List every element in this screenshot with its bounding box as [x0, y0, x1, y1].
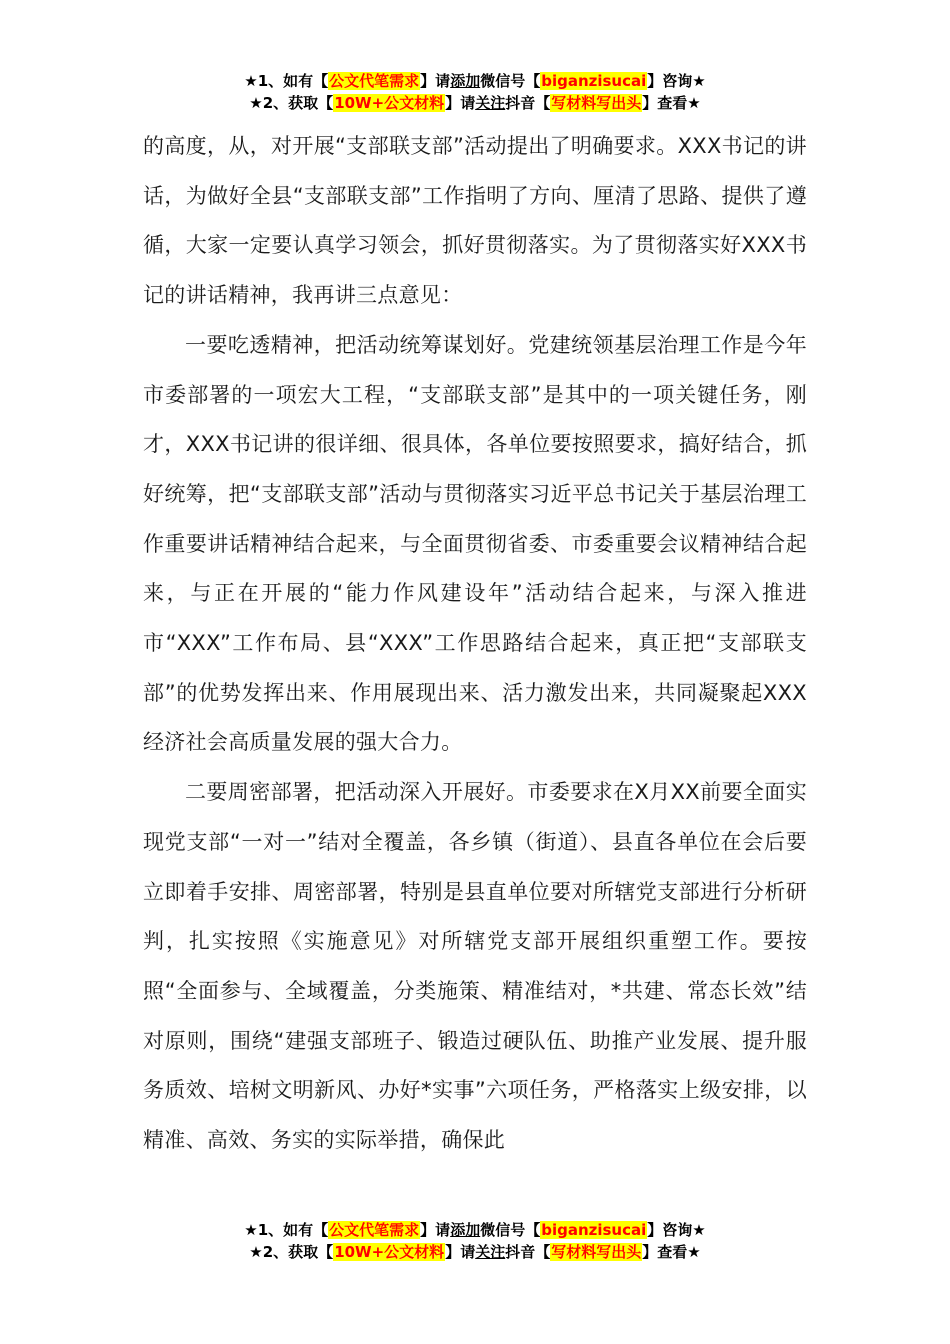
- star-icon: ★: [244, 72, 258, 90]
- star-icon: ★: [249, 94, 263, 112]
- highlight-wechat-id: biganzisucai: [541, 72, 647, 90]
- header-banner: [0, 70, 950, 114]
- banner-text: 抖音【: [505, 94, 551, 112]
- banner-text: 】咨询★: [647, 72, 706, 90]
- banner-underlined: 关注: [475, 1243, 506, 1261]
- banner-underlined: 添加: [450, 72, 481, 90]
- star-icon: ★: [249, 1243, 263, 1261]
- banner-text: 】查看★: [642, 1243, 701, 1261]
- banner-line-2: [0, 1241, 950, 1263]
- banner-text: 微信号【: [480, 72, 541, 90]
- banner-underlined: 关注: [475, 94, 506, 112]
- highlight-douyin-name: 写材料写出头: [551, 94, 642, 112]
- footer-banner: [0, 1219, 950, 1263]
- banner-text: 1、如有【: [257, 72, 329, 90]
- highlight-douyin-name: 写材料写出头: [551, 1243, 642, 1261]
- banner-line-2: [0, 92, 950, 114]
- banner-text: 】请: [445, 1243, 476, 1261]
- highlight-wechat-id: biganzisucai: [541, 1221, 647, 1239]
- banner-text: 】咨询★: [647, 1221, 706, 1239]
- banner-text: 】请: [445, 94, 476, 112]
- highlight-service: 公文代笔需求: [329, 72, 420, 90]
- paragraph-point-two: 二要周密部署，把活动深入开展好。市委要求在X月XX前要全面实现党支部“一对一”结对全覆盖，各乡镇（街道）、县直各单位在会后要立即着手安排、周密部署，特别是县直单位要对所辖党支部进行分析研判，扎实按照《实施意见》对所辖党支部开展组织重塑工作。要按照“全面参与、全域覆盖，分类施策、精准结对，*共建、常态长效”结对原则，围绕“建强支部班子、锻造过硬队伍、助推产业发展、提升服务质效、培树文明新风、办好*实事”六项任务，严格落实上级安排，以精准、高效、务实的实际举措，确保此: [143, 780, 807, 1153]
- banner-text: 2、获取【: [262, 1243, 334, 1261]
- banner-text: 微信号【: [480, 1221, 541, 1239]
- paragraph-point-one: 一要吃透精神，把活动统筹谋划好。党建统领基层治理工作是今年市委部署的一项宏大工程，“支部联支部”是其中的一项关键任务，刚才，XXX书记讲的很详细、很具体，各单位要按照要求，搞好结合，抓好统筹，把“支部联支部”活动与贯彻落实习近平总书记关于基层治理工作重要讲话精神结合起来，与全面贯彻省委、市委重要会议精神结合起来，与正在开展的“能力作风建设年”活动结合起来，与深入推进市“XXX”工作布局、县“XXX”工作思路结合起来，真正把“支部联支部”的优势发挥出来、作用展现出来、活力激发出来，共同凝聚起XXX经济社会高质量发展的强大合力。: [143, 332, 807, 755]
- document-body: [143, 122, 807, 1166]
- highlight-materials: 10W+公文材料: [334, 1243, 445, 1261]
- banner-text: 】请: [420, 72, 451, 90]
- highlight-service: 公文代笔需求: [329, 1221, 420, 1239]
- banner-underlined: 添加: [450, 1221, 481, 1239]
- banner-text: 1、如有【: [257, 1221, 329, 1239]
- paragraph-continuation: 的高度，从，对开展“支部联支部”活动提出了明确要求。XXX书记的讲话，为做好全县“支部联支部”工作指明了方向、厘清了思路、提供了遵循，大家一定要认真学习领会，抓好贯彻落实。为了贯彻落实好XXX书记的讲话精神，我再讲三点意见：: [143, 134, 807, 308]
- banner-text: 】请: [420, 1221, 451, 1239]
- banner-text: 】查看★: [642, 94, 701, 112]
- banner-text: 抖音【: [505, 1243, 551, 1261]
- banner-line-1: [0, 70, 950, 92]
- highlight-materials: 10W+公文材料: [334, 94, 445, 112]
- banner-line-1: [0, 1219, 950, 1241]
- banner-text: 2、获取【: [262, 94, 334, 112]
- star-icon: ★: [244, 1221, 258, 1239]
